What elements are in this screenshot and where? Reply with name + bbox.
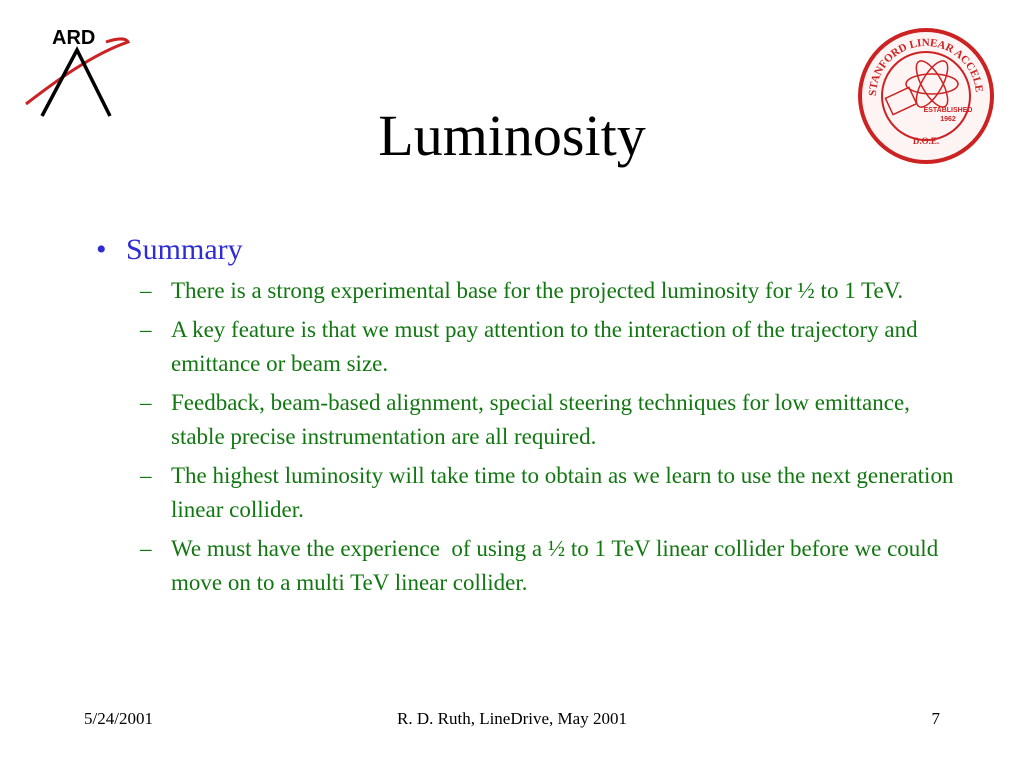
seal-doe: D.O.E. [912, 136, 940, 146]
footer-date: 5/24/2001 [84, 709, 153, 728]
seal-year: 1962 [940, 116, 956, 123]
sub-bullet-text: The highest luminosity will take time to obtain as we learn to use the next generation linear collider. [171, 463, 954, 522]
seal-established-label: ESTABLISHED [923, 107, 973, 114]
slide-content [96, 230, 956, 605]
sub-bullet-marker: – [140, 278, 152, 303]
slide-title: Luminosity [378, 103, 646, 168]
sub-bullet-item [96, 459, 956, 527]
sub-bullet-marker: – [140, 390, 152, 415]
sub-bullet-text: We must have the experience of using a ½ to 1 TeV linear collider before we could move on to a multi TeV linear collider. [171, 536, 944, 595]
page-number: 7 [931, 709, 940, 728]
footer-author: R. D. Ruth, LineDrive, May 2001 [397, 709, 627, 728]
bullet-text: Summary [126, 233, 243, 266]
bullet-marker: • [96, 233, 107, 266]
sub-bullet-marker: – [140, 317, 152, 342]
sub-bullet-item [96, 313, 956, 381]
seal-ring-text: STANFORD LINEAR ACCELE [866, 36, 985, 97]
sub-bullet-text: A key feature is that we must pay attention to the interaction of the trajectory and emittance or beam size. [171, 317, 918, 376]
bullet-summary [96, 230, 956, 270]
sub-bullet-item [96, 386, 956, 454]
sub-bullet-marker: – [140, 536, 152, 561]
sub-bullet-marker: – [140, 463, 152, 488]
sub-bullet-list [96, 274, 956, 600]
sub-bullet-item [96, 274, 956, 308]
sub-bullet-item [96, 532, 956, 600]
sub-bullet-text: Feedback, beam-based alignment, special steering techniques for low emittance, stable precise instrumentation are all required. [171, 390, 910, 449]
ard-logo-text: ARD [52, 27, 96, 49]
sub-bullet-text: There is a strong experimental base for the projected luminosity for ½ to 1 TeV. [171, 278, 904, 303]
